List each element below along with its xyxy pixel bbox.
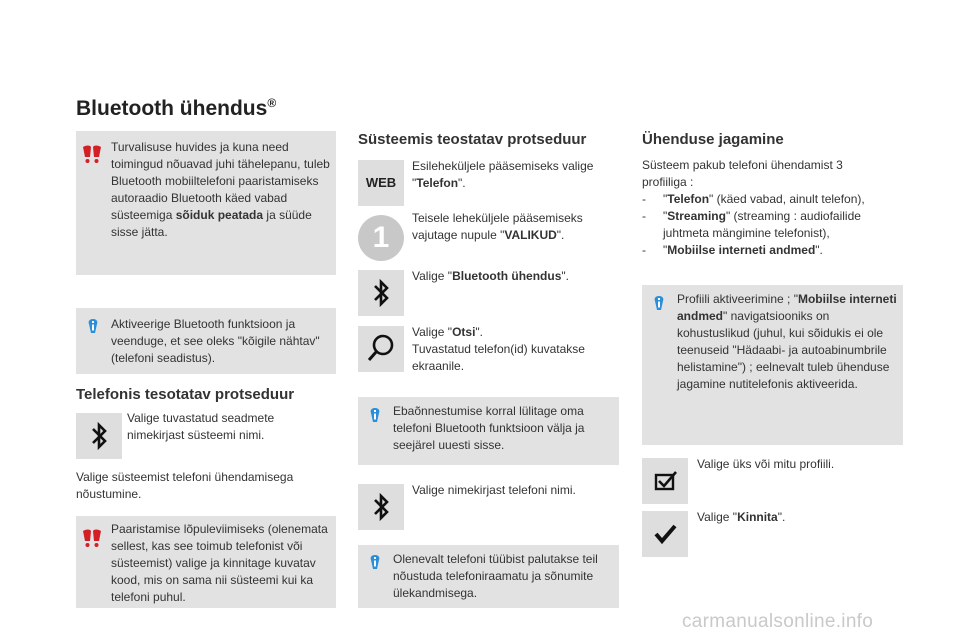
checkmark-icon — [642, 511, 688, 557]
search-tile — [358, 326, 404, 372]
system-step-valikud: Teisele leheküljele pääsemiseks vajutage nupule "VALIKUD". — [412, 211, 583, 242]
phone-step-accept: Valige süsteemist telefoni ühendamisega nõustumine. — [76, 470, 294, 501]
checkbox-tile — [642, 458, 688, 504]
failure-info-text: Ebaõnnestumise korral lülitage oma telefoni Bluetooth funktsioon välja ja seejärel uuesti sisse. — [393, 404, 585, 452]
system-procedure-title: Süsteemis teostatav protseduur — [358, 131, 587, 148]
system-step-bluetooth: Valige "Bluetooth ühendus". — [412, 269, 569, 283]
warning-icon — [82, 144, 102, 164]
confirm-tile — [642, 511, 688, 557]
info-icon — [651, 295, 667, 311]
phone-procedure-title: Telefonis tesotatav protseduur — [76, 386, 295, 403]
step-select-profiles: Valige üks või mitu profiili. — [697, 457, 835, 471]
connection-sharing-title: Ühenduse jagamine — [642, 131, 784, 148]
profiles-intro: Süsteem pakub telefoni ühendamist 3 profiiliga : — [642, 158, 843, 189]
info-icon — [367, 407, 383, 423]
system-step-otsi: Valige "Otsi". Tuvastatud telefon(id) kuvatakse ekraanile. — [412, 325, 585, 373]
step-confirm: Valige "Kinnita". — [697, 510, 786, 524]
step-number-badge — [358, 215, 404, 261]
page-title-text: Bluetooth ühendus — [76, 97, 268, 120]
bluetooth-tile — [76, 413, 122, 459]
visibility-info-text: Aktiveerige Bluetooth funktsioon ja veenduge, et see oleks "kõigile nähtav" (telefoni seadistus). — [111, 317, 320, 365]
profile-item-mobile-data: - "Mobiilse interneti andmed". — [642, 243, 823, 257]
profile-activation-info-text: Profiili aktiveerimine ; "Mobiilse interneti andmed" navigatsiooniks on kohustuslikud (juhul, kui sõidukis ei ole teenuseid "Hädaabi- ja autoabinumbrile helistamine") ; eelnevalt tuleb ühenduse jagamine nutitelefonis aktiveerida. — [677, 292, 897, 391]
bluetooth-tile — [358, 484, 404, 530]
web-tile — [358, 160, 404, 206]
profile-item-telefon: - "Telefon" (käed vabad, ainult telefon), — [642, 192, 865, 206]
profile-activation-info-box — [642, 285, 903, 445]
step-number: 1 — [372, 221, 390, 254]
warning-icon — [82, 528, 102, 548]
safety-warning-box — [76, 131, 336, 275]
page-title — [76, 96, 276, 121]
pairing-warning-box — [76, 516, 336, 608]
profile-list — [642, 191, 892, 259]
bluetooth-icon — [76, 413, 122, 459]
safety-warning-text: Turvalisuse huvides ja kuna need toimingud nõuavad juhi tähelepanu, tuleb Bluetooth mobiiltelefoni paaristamiseks autoraadio Bluetooth käed vabad süsteemiga sõiduk peatada ja süüde sisse jätta. — [111, 140, 330, 239]
phone-step-select-device: Valige tuvastatud seadmete nimekirjast süsteemi nimi. — [127, 411, 275, 442]
checkbox-icon — [642, 458, 688, 504]
watermark: carmanualsonline.info — [682, 611, 874, 632]
phonebook-info-box — [358, 545, 619, 608]
system-step-telefon: Esileheküljele pääsemiseks valige "Telefon". — [412, 159, 594, 190]
search-icon — [358, 326, 404, 372]
system-step-select-phone: Valige nimekirjast telefoni nimi. — [412, 483, 576, 497]
failure-info-box — [358, 397, 619, 465]
pairing-warning-text: Paaristamise lõpuleviimiseks (olenemata sellest, kas see toimub telefonist või süsteemist) valige ja kinnitage kuvatav kood, mis on sama nii süsteemi kui ka telefoni puhul. — [111, 522, 328, 604]
registered-mark: ® — [267, 96, 277, 110]
info-icon — [85, 318, 101, 334]
phonebook-info-text: Olenevalt telefoni tüübist palutakse teil nõustuda telefoniraamatu ja sõnumite ülekandmisega. — [393, 552, 598, 600]
web-label: WEB — [365, 175, 397, 190]
bluetooth-tile — [358, 270, 404, 316]
visibility-info-box — [76, 308, 336, 374]
bluetooth-icon — [358, 484, 404, 530]
profile-item-streaming: - "Streaming" (streaming : audiofailide juhtmeta mängimine telefonist), — [642, 209, 861, 240]
bluetooth-icon — [358, 270, 404, 316]
info-icon — [367, 554, 383, 570]
